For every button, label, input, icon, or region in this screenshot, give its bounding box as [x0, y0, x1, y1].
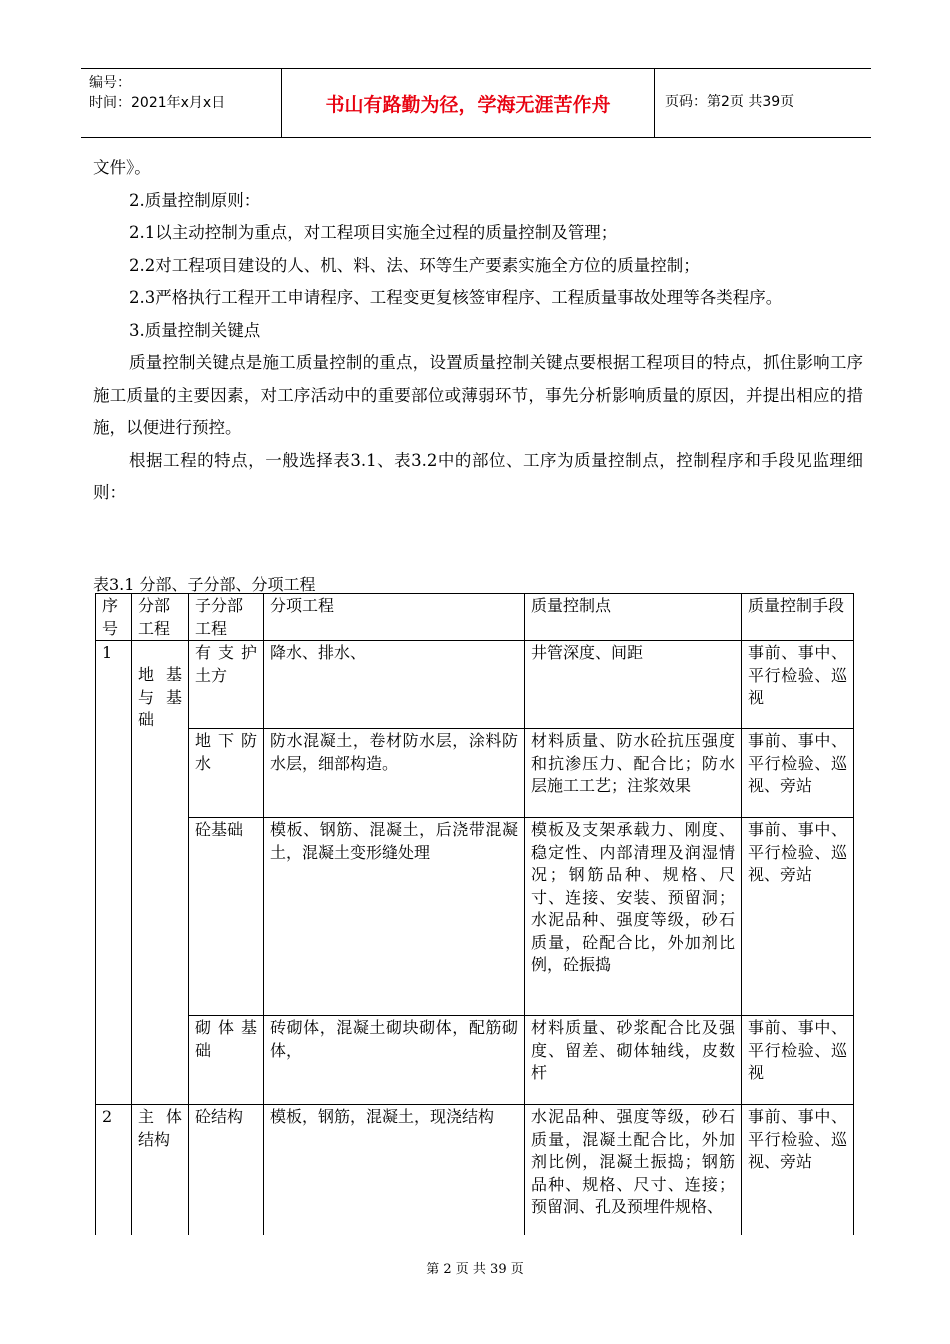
paragraph: 2.1以主动控制为重点，对工程项目实施全过程的质量控制及管理； [129, 223, 618, 242]
table-row [96, 729, 854, 818]
item-cell: 砖砌体，混凝土砌块砌体，配筋砌体， [264, 1016, 525, 1105]
control-point-cell: 材料质量、防水砼抗压强度和抗渗压力、配合比；防水层施工工艺；注浆效果 [525, 729, 742, 818]
document-date: 时间：2021年x月x日 [89, 95, 226, 111]
paragraph: 2.3严格执行工程开工申请程序、工程变更复核签审程序、工程质量事故处理等各类程序。 [129, 288, 783, 307]
table-row [96, 1016, 854, 1105]
control-point-cell: 水泥品种、强度等级，砂石质量，混凝土配合比，外加剂比例，混凝土振捣；钢筋品种、规格、尺寸、连接；预留洞、孔及预埋件规格、 [525, 1105, 742, 1235]
control-means-cell: 事前、事中、平行检验、巡视、旁站 [742, 729, 854, 818]
document-number-label: 编号： [89, 75, 131, 91]
division-cell: 主体结构 [132, 1105, 189, 1235]
table-row [96, 641, 854, 729]
paragraph: 2.2对工程项目建设的人、机、料、法、环等生产要素实施全方位的质量控制； [129, 255, 700, 275]
header-cell: 子分部工程 [189, 594, 264, 641]
division-cell: 地基与基础 [132, 641, 189, 1105]
seq-cell: 1 [96, 641, 132, 1105]
control-means-cell: 事前、事中、平行检验、巡视 [742, 1016, 854, 1105]
header-motto: 书山有路勤为径，学海无涯苦作舟 [281, 69, 655, 137]
subdivision-cell: 砼基础 [189, 818, 264, 1016]
seq-cell: 2 [96, 1105, 132, 1235]
paragraph: 质量控制关键点是施工质量控制的重点，设置质量控制关键点要根据工程项目的特点，抓住影响工序施工质量的主要因素，对工序活动中的重要部位或薄弱环节，事先分析影响质量的原因，并提出相应的措施，以便进行预控。 [93, 353, 863, 437]
table-row [96, 818, 854, 1016]
subdivision-cell: 砌体基础 [189, 1016, 264, 1105]
subdivision-cell: 砼结构 [189, 1105, 264, 1235]
header-cell: 序号 [96, 594, 132, 641]
item-cell: 降水、排水、 [264, 641, 525, 729]
table-caption: 表3.1 分部、子分部、分项工程 [93, 575, 316, 594]
control-means-cell: 事前、事中、平行检验、巡视 [742, 641, 854, 729]
item-cell: 防水混凝土，卷材防水层，涂料防水层，细部构造。 [264, 729, 525, 818]
control-point-cell: 井管深度、间距 [525, 641, 742, 729]
control-point-cell: 材料质量、砂浆配合比及强度、留差、砌体轴线，皮数杆 [525, 1016, 742, 1105]
paragraph: 文件》。 [93, 158, 151, 177]
item-cell: 模板，钢筋，混凝土，现浇结构 [264, 1105, 525, 1235]
header-cell: 分部工程 [132, 594, 189, 641]
quality-control-table [95, 593, 854, 1235]
item-cell: 模板、钢筋、混凝土，后浇带混凝土，混凝土变形缝处理 [264, 818, 525, 1016]
body-text [93, 152, 863, 510]
header-cell: 质量控制点 [525, 594, 742, 641]
section-heading: 2.质量控制原则： [129, 190, 261, 210]
control-point-cell: 模板及支架承载力、刚度、稳定性、内部清理及润湿情况；钢筋品种、规格、尺寸、连接、安装、预留洞；水泥品种、强度等级，砂石质量，砼配合比，外加剂比例，砼振捣 [525, 818, 742, 1016]
subdivision-cell: 地下防水 [189, 729, 264, 818]
control-means-cell: 事前、事中、平行检验、巡视、旁站 [742, 1105, 854, 1235]
header-info [89, 73, 225, 113]
paragraph: 根据工程的特点，一般选择表3.1、表3.2中的部位、工序为质量控制点，控制程序和手段见监理细则： [93, 450, 863, 502]
table-row [96, 1105, 854, 1235]
page-header [81, 68, 871, 138]
subdivision-cell: 有支护土方 [189, 641, 264, 729]
table-header-row [96, 594, 854, 641]
header-cell: 分项工程 [264, 594, 525, 641]
header-page-number: 页码：第2页 共39页 [665, 94, 795, 110]
header-cell: 质量控制手段 [742, 594, 854, 641]
page-footer: 第 2 页 共 39 页 [426, 1262, 524, 1277]
section-heading: 3.质量控制关键点 [129, 320, 261, 340]
control-means-cell: 事前、事中、平行检验、巡视、旁站 [742, 818, 854, 1016]
